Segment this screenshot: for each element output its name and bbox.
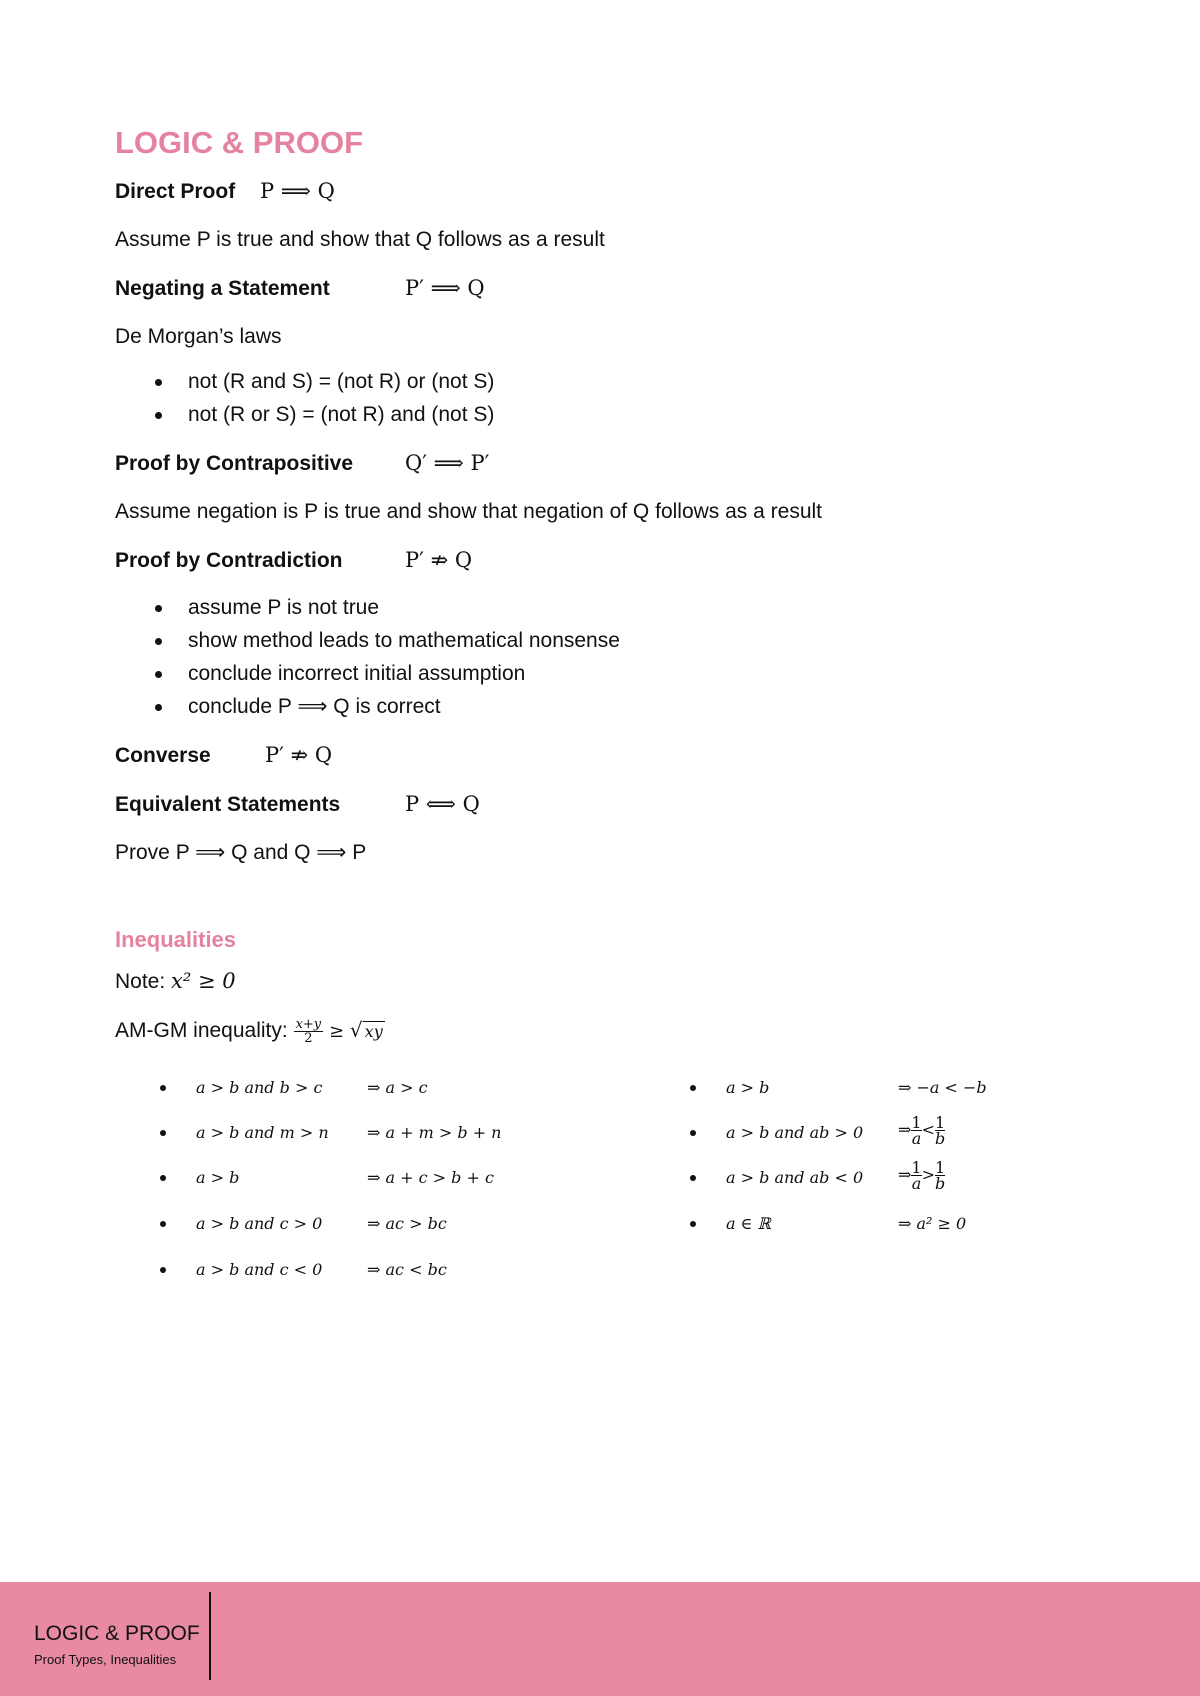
contrapositive-symbol: Q′ ⟹ P′ [405, 451, 490, 475]
footer-divider [209, 1592, 211, 1680]
equivalent-header [115, 790, 1115, 819]
fraction [935, 1115, 945, 1146]
converse-label: Converse [115, 744, 211, 767]
relation: < [921, 1120, 935, 1139]
rule-condition: a > b and c > 0 [196, 1214, 323, 1233]
rule-condition: a > b [726, 1078, 770, 1097]
content [115, 125, 1115, 1296]
numerator: 1 [935, 1113, 946, 1132]
amgm-radicand: xy [364, 1022, 383, 1041]
denominator: b [935, 1174, 946, 1193]
rule-result: ⇒ a + c > b + c [367, 1168, 494, 1187]
direct-proof-symbol: P ⟹ Q [260, 179, 335, 203]
direct-proof-label: Direct Proof [115, 180, 236, 203]
footer-subtitle: Proof Types, Inequalities [34, 1652, 177, 1667]
rule-condition: a > b and m > n [196, 1123, 329, 1142]
denominator: a [911, 1129, 922, 1148]
rule-result: ⇒ −a < −b [898, 1078, 987, 1097]
rule-condition: a > b and b > c [196, 1078, 323, 1097]
rule-condition: a > b and ab > 0 [726, 1123, 864, 1142]
contradiction-symbol: P′ ⇏ Q [405, 548, 473, 572]
fraction [911, 1160, 921, 1191]
footer-band [0, 1582, 1200, 1696]
rule-result: ⇒ a² ≥ 0 [898, 1214, 967, 1233]
list-item: not (R or S) = (not R) and (not S) [188, 398, 1115, 431]
rule-condition: a > b and c < 0 [196, 1260, 323, 1279]
amgm-relation: ≥ [328, 1021, 345, 1042]
amgm-denominator: 2 [304, 1030, 313, 1046]
contrapositive-header [115, 449, 1115, 478]
rule-condition: a ∈ ℝ [726, 1214, 771, 1233]
amgm-line [115, 1016, 1115, 1046]
negating-label: Negating a Statement [115, 277, 330, 300]
rule-result: ⇒ ac < bc [367, 1260, 447, 1279]
implies-symbol: ⇒ [898, 1165, 912, 1184]
equivalent-text: Prove P ⟹ Q and Q ⟹ P [115, 841, 367, 864]
relation: > [921, 1165, 935, 1184]
negating-text: De Morgan’s laws [115, 325, 282, 348]
rule-result: ⇒ a > c [367, 1078, 428, 1097]
amgm-sqrt [350, 1018, 385, 1042]
amgm-prefix: AM-GM inequality: [115, 1019, 294, 1042]
note-math: x² ≥ 0 [171, 969, 236, 993]
inequality-rules [115, 1066, 1115, 1296]
denominator: b [935, 1129, 946, 1148]
page-title: LOGIC & PROOF [115, 125, 363, 160]
fraction [935, 1160, 945, 1191]
rule-result: ⇒ ac > bc [367, 1214, 447, 1233]
list-item: conclude P ⟹ Q is correct [188, 690, 1115, 723]
rule-result [898, 1115, 945, 1146]
rule-result: ⇒ a + m > b + n [367, 1123, 502, 1142]
denominator: a [911, 1174, 922, 1193]
converse-symbol: P′ ⇏ Q [265, 743, 333, 767]
list-item: not (R and S) = (not R) or (not S) [188, 365, 1115, 398]
negating-header [115, 274, 1115, 303]
contrapositive-label: Proof by Contrapositive [115, 452, 354, 475]
sqrt-sign: √ [349, 1018, 363, 1042]
direct-proof-text: Assume P is true and show that Q follows as a result [115, 228, 605, 251]
equivalent-label: Equivalent Statements [115, 793, 341, 816]
implies-symbol: ⇒ [898, 1120, 912, 1139]
numerator: 1 [935, 1158, 946, 1177]
list-item: assume P is not true [188, 591, 1115, 624]
direct-proof-header [115, 177, 1115, 206]
list-item: conclude incorrect initial assumption [188, 657, 1115, 690]
rule-condition: a > b [196, 1168, 240, 1187]
converse-header [115, 741, 1115, 770]
rule-condition: a > b and ab < 0 [726, 1168, 864, 1187]
list-item: show method leads to mathematical nonsense [188, 624, 1115, 657]
amgm-fraction [294, 1018, 324, 1045]
note-prefix: Note: [115, 970, 172, 993]
inequalities-heading: Inequalities [115, 927, 237, 952]
contradiction-list [115, 591, 1115, 723]
rule-result [898, 1160, 945, 1191]
contradiction-label: Proof by Contradiction [115, 549, 343, 572]
note-line [115, 967, 1115, 996]
fraction [911, 1115, 921, 1146]
amgm-numerator: x+y [295, 1016, 322, 1032]
numerator: 1 [911, 1113, 922, 1132]
negating-symbol: P′ ⟹ Q [405, 276, 485, 300]
equivalent-symbol: P ⟺ Q [405, 792, 480, 816]
numerator: 1 [911, 1158, 922, 1177]
de-morgan-list [115, 365, 1115, 431]
footer-title: LOGIC & PROOF [34, 1622, 200, 1645]
contradiction-header [115, 546, 1115, 575]
contrapositive-text: Assume negation is P is true and show that negation of Q follows as a result [115, 500, 823, 523]
